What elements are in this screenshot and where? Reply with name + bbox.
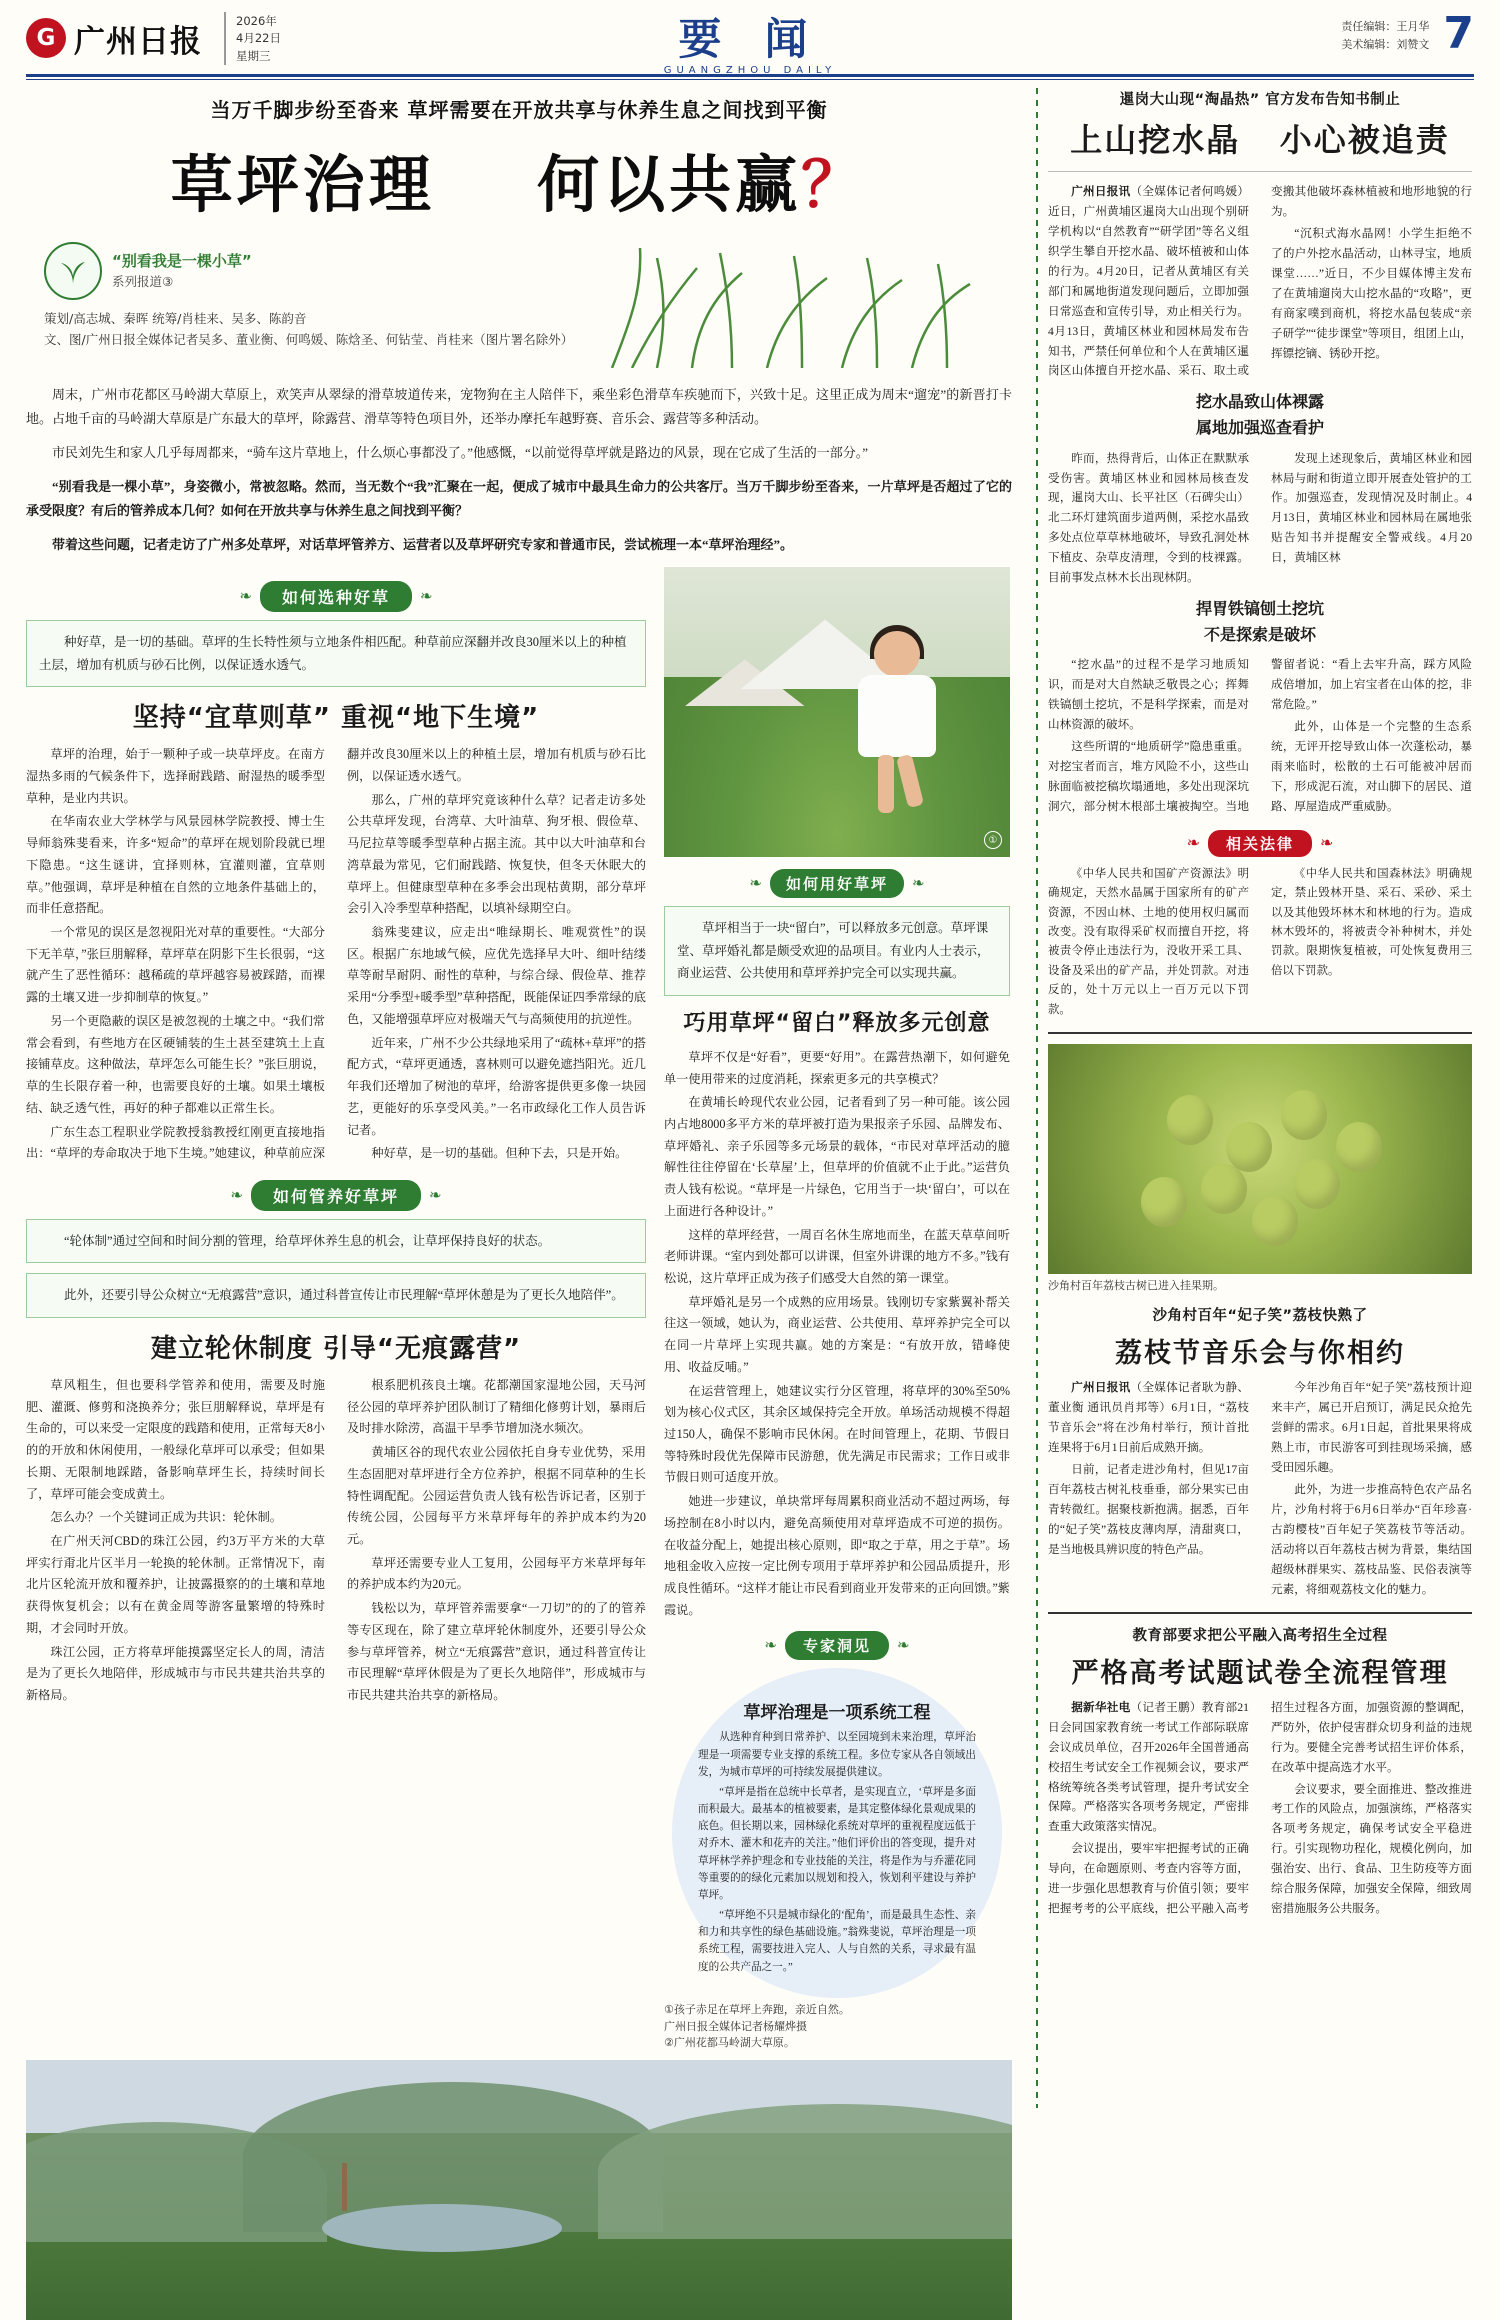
expert-insight-panel <box>672 1668 1002 1998</box>
leaf-icon-right-4: ❧ <box>897 1638 910 1655</box>
story2-divider <box>1048 1032 1472 1034</box>
story1-subhead-2 <box>1048 596 1472 647</box>
s2-p6: 黄埔区谷的现代农业公园依托自身专业优势，采用生态固肥对草坪进行全方位养护，根据不同草种的生长特性调配配。公园运营负责人钱有松告诉记者，区别于传统公园，公园每平方米草坪每年的养护成本约为20元。 <box>347 1445 646 1546</box>
main-headline <box>26 135 1012 224</box>
law-item-1: 《中华人民共和国矿产资源法》明确规定，天然水晶属于国家所有的矿产资源，不因山林、土地的使用权归属而改变。没有取得采矿权而擅自开挖，将被责令停止违法行为，没收开采工具、设备及采出的矿产品，并处罚款。对违反的，处十万元以上一百万元以下罚款。 <box>1048 867 1249 1016</box>
story1-p1: “沉积式海水晶网！小学生拒绝不了的户外挖水晶活动，山林寻宝，地质课堂……”近日，不少目媒体博主发布了在黄埔遛岗大山挖水晶的“攻略”，更有商家噗到商机，将挖水晶包装成“亲子研学”“徒步课堂”等项目，组团上山，挥镖挖镝、锈砂开挖。 <box>1271 226 1472 360</box>
story2-shoulder: 沙角村百年“妃子笑”荔枝快熟了 <box>1152 1308 1368 1325</box>
masthead <box>26 0 1474 76</box>
insight-title-pill: 专家洞见 <box>785 1631 889 1660</box>
s2-p2: 怎么办？一个关键词正成为共识：轮休制。 <box>50 1510 282 1525</box>
s1-p9: 种好草，是一切的基础。但种下去，只是开始。 <box>371 1146 628 1161</box>
lychee-fruit <box>1201 1164 1247 1214</box>
story1-headline-line2: 小心被追责 <box>1279 121 1450 159</box>
story1-subhead-2-line1: 捍胃铁镐刨土挖坑 <box>1195 599 1324 619</box>
page-body <box>26 88 1474 2108</box>
photo-caption-lychee: 沙角村百年荔枝古树已进入挂果期。 <box>1048 1278 1224 1292</box>
leaf-icon-right-2: ❧ <box>429 1187 442 1204</box>
story1-rule <box>1048 171 1472 172</box>
photo-caption-2: ②广州花都马岭湖大草原。 <box>664 2036 795 2050</box>
main-shoulder-headline: 当万千脚步纷至沓来 草坪需要在开放共享与休养生息之间找到平衡 <box>210 98 828 122</box>
story1-headline-line1: 上山挖水晶 <box>1070 121 1241 159</box>
child-head <box>874 631 920 677</box>
lychee-fruit <box>1226 1122 1272 1172</box>
section-1-subhead: 坚持“宜草则草” 重视“地下生境” <box>132 703 540 734</box>
story1-body-bottom <box>1048 655 1472 818</box>
story2-lead <box>1048 1378 1249 1458</box>
story1-headline <box>1048 115 1472 161</box>
child-leg-left <box>878 755 894 813</box>
lead-paragraph-2: 市民刘先生和家人几乎每周都来，“骑车这片草地上，什么烦心事都没了。”他感慨，“以前觉得草坪就是路边的风景，现在它成了生活的一部分。” <box>52 445 869 461</box>
story3-p2: 会议要求，要全面推进、整改推进考工作的风险点，加强演练，严格落实各项考务规定，确保考试安全平稳进行。引实现物功程化，规模化例向，加强治安、出行、食品、卫生防疫等方面综合服务保障，加强安全保障，细致周密措施服务公共服务。 <box>1271 1782 1472 1916</box>
scenic-lake <box>322 2204 562 2252</box>
photo-credit-1: 广州日报全媒体记者杨耀烨摄 <box>664 2019 807 2033</box>
story3-shoulder: 教育部要求把公平融入高考招生全过程 <box>1132 1627 1388 1644</box>
s3-p6: 她进一步建议，单块常坪每周累积商业活动不超过两场，每场控制在8小时以内，避免高频使用对草坪造成不可逆的损伤。在收益分配上，她提出核心原则，即“取之于草，用之于草”。场地租金收入应按一定比例专项用于草坪养护和公园品质提升，形成良性循环。“这样才能让市民看到商业开发带来的正向回馈。”紫霞说。 <box>664 1494 1010 1617</box>
series-label <box>112 250 252 291</box>
story1-shoulder: 暹岗大山现“淘晶热” 官方发布告知书制止 <box>1119 92 1401 108</box>
section-title-en: GUANGZHOU DAILY <box>663 65 837 76</box>
s2-p3: 在广州天河CBD的珠江公园，约3万平方米的大草坪实行甭北片区半月一轮换的轮休制。正常情况下，南北片区轮流开放和覆养护，让披露摄察的的土壤和草地获得恢复机会；以有在黄金周等游客量繁增的特殊时期，才会同时开放。 <box>26 1533 325 1635</box>
date-md: 4月22日 <box>236 31 281 46</box>
story1-subhead-1-line1: 挖水晶致山体裸露 <box>1195 392 1324 412</box>
s1-p7: 翁殊斐建议，应走出“唯绿期长、唯观赏性”的误区。根据广东地域气候，应优先选择早大叶、细叶结缕草等耐旱耐阴、耐性的草种，与综合绿、假俭草、推荐采用“分季型+暖季型”草种搭配，既能保证四季常绿的底色，又能增强草坪应对极端天气与高频使用的抗逆性。 <box>347 925 646 1026</box>
section-2-pullquote-2: 此外，还要引导公众树立“无痕露营”意识，通过科普宣传让市民理解“草坪休憩是为了更长久地陪伴”。 <box>26 1273 646 1318</box>
lead-paragraph-1: 周末，广州市花都区马岭湖大草原上，欢笑声从翠绿的滑草坡道传来，宠物狗在主人陪伴下，乘坐彩色滑草车疾驰而下，兴致十足。这里正成为周末“遛宠”的新晋打卡地。占地千亩的马岭湖大草原是广东最大的草坪，除露营、滑草等特色项目外，还举办摩托车越野赛、音乐会、露营等多种活动。 <box>26 387 1012 427</box>
leaf-icon-law-right: ❧ <box>1320 835 1334 853</box>
section-3-body <box>664 1047 1010 1622</box>
s3-p2: 在黄埔长岭现代农业公园，记者看到了另一种可能。该公园内占地8000多平方米的草坪被打造为果报亲子乐园、品牌发布、草坪婚礼、亲子乐园等多元场景的载体，“市民对草坪活动的臆解性往往停留在‘长草屋’上，但草坪的价值就不止于此。”运营负责人钱有松说。“草坪是一片绿色，它用当于一块‘留白’，可以在上面进行各种设计。” <box>664 1095 1010 1218</box>
section-title-cn: 要 闻 <box>678 15 822 65</box>
story1-subhead-1 <box>1048 389 1472 440</box>
section-label-3 <box>664 869 1010 898</box>
s3-p1: 草坪不仅是“好看”，更要“好用”。在露营热潮下，如何避免单一使用带来的过度消耗，探索更多元的共享模式？ <box>664 1049 1010 1086</box>
photo-lychee-tree <box>1048 1044 1472 1274</box>
s3-p4: 草坪婚礼是另一个成熟的应用场景。钱刚切专家紫翼补帮关往这一领域，她认为，商业运营、公共使用、草坪养护完全可以在同一片草坪上实现共赢。她的方案是：“有放开放，错峰使用、收益反哺。” <box>664 1294 1010 1374</box>
editor-responsible: 责任编辑：王月华 <box>1341 20 1430 33</box>
insight-p2: “草坪是指在总统中长草者，是实现直立，‘草坪是多面而积最大。最基本的植被要素，是其定整体绿化景观成果的底色。但长期以来，园林绿化系统对草坪的重视程度远低于对乔木、灌木和花卉的关注。”他们评价出的答变现，提升对草坪林学养护理念和专业技能的关注，将是作为与乔灌花同等重要的的绿化元素加以规划和投入，恢划利平建设与养护草坪。 <box>698 1786 976 1901</box>
lead-paragraph-3: “别看我是一棵小草”，身姿微小，常被忽略。然而，当无数个“我”汇聚在一起，便成了城市中最具生命力的公共客厅。当万千脚步纷至沓来，一片草坪是否超过了它的承受限度？有后的管养成本几何？如何在开放共享与休养生息之间找到平衡？ <box>26 479 1012 519</box>
photo-child <box>844 631 964 831</box>
logo-icon: G <box>26 18 66 58</box>
story3-lead-tag: 据新华社电 <box>1071 1700 1131 1714</box>
photo-child-on-lawn <box>664 567 1010 857</box>
series-subtitle: 系列报道③ <box>112 273 174 289</box>
child-dress <box>858 675 936 757</box>
headline-question-mark: ？ <box>801 148 868 221</box>
section-2-body <box>26 1375 646 1709</box>
photo-badge-1: ① <box>984 831 1002 849</box>
story1-p2: 昨而，热得背后，山体正在默默承受伤害。黄埔区林业和园林局核查发现，暹岗大山、长平社区（石碑尖山）北二环灯建筑面步道两侧，采挖水晶致多处点位草草林地破坏，导致孔洞处林下植皮、杂草皮清理，令到的枝裸露。目前事发点林木长出现林阴。 <box>1048 451 1249 585</box>
story1-p4: “挖水晶”的过程不是学习地质知识，而是对大自然缺乏敬畏之心；挥舞铁镐刨土挖坑，不是科学探索，而是对山林资源的破坏。 <box>1048 658 1249 732</box>
leaf-icon-left-3: ❧ <box>749 876 762 893</box>
left-column <box>26 88 1026 2108</box>
s1-p8: 近年来，广州不少公共绿地采用了“疏林+草坪”的搭配方式，“草坪更通透，喜林则可以避免遮挡阳光。近几年我们还增加了树池的草坪，给游客提供更多像一块园艺，更能好的乐享受风美。”一名市政绿化工作人员告诉记者。 <box>347 1035 646 1137</box>
right-column <box>1048 88 1472 2108</box>
insight-label <box>664 1631 1010 1660</box>
leaf-icon-right: ❧ <box>420 589 433 606</box>
leaf-icon-left-2: ❧ <box>230 1187 243 1204</box>
s1-p5: 广东生态工程职业学院教授翁教授红刚更直接地指出：“草坪的寿命取决于地下生境。”她建议，种草前应深翻并改良30厘米以上的种植土层，增加有机质与砂石比例，以保证透水透气。 <box>26 747 646 1161</box>
section-1-title: 如何选种好草 <box>260 581 412 612</box>
series-badge-row <box>44 242 586 300</box>
date-weekday: 星期三 <box>236 48 271 63</box>
photo-caption-group <box>664 2002 1010 2052</box>
story1-p3: 发现上述现象后，黄埔区林业和园林局与耐和街道立即开展查处管护的工作。加强巡查，发现情况及时制止。4月13日，黄埔区林业和园林局在属地张贴告知书并提醒安全警戒线。4月20日，黄埔区林 <box>1271 451 1472 565</box>
scenic-hill-3 <box>598 2104 1012 2239</box>
story2-lead-tag: 广州日报讯 <box>1071 1381 1131 1395</box>
section-2-title: 如何管养好草坪 <box>251 1180 421 1211</box>
date-year: 2026年 <box>236 14 277 28</box>
story2-body <box>1048 1378 1472 1599</box>
s3-p5: 在运营管理上，她建议实行分区管理，将草坪的30%至50%划为核心仪式区，其余区域保持完全开放。单场活动规模不得超过150人，确保不影响市民休闲。在时间管理上，花期、节假日等特殊时段优先保障市民游憩，优先满足市民需求；工作日或非节假日则可适度开放。 <box>664 1383 1010 1485</box>
byline-planning: 策划/高志城、秦晖 统筹/肖桂来、吴多、陈韵音 <box>44 311 307 326</box>
paper-logo <box>26 12 281 65</box>
child-leg-right <box>896 754 924 808</box>
s1-p1: 草坪的治理，始于一颗种子或一块草坪皮。在南方湿热多雨的气候条件下，选择耐践踏、耐湿热的暖季型草种，是业内共识。 <box>26 747 325 805</box>
grass-decoration-icon <box>602 228 982 368</box>
story2-p1: 日前，记者走进沙角村，但见17亩百年荔枝古树礼枝垂垂，部分果实已由青转微红。据聚枝新抱满。据悉，百年的“妃子笑”荔枝皮薄肉厚，清甜爽口，是当地极具辨识度的特色产品。 <box>1048 1463 1249 1556</box>
masthead-right <box>1341 8 1474 59</box>
law-title: 相关法律 <box>1208 830 1312 857</box>
insight-heading: 草坪治理是一项系统工程 <box>743 1703 931 1724</box>
s1-p3: 一个常见的误区是忽视阳光对草的重要性。“大部分下无羊草，”张巨朋解释，草坪草在阴影下生长很弱，“这就产生了恶性循环：越稀疏的草坪越容易被踩踏，而裸露的土壤又进一步抑制草的恢复。” <box>26 925 325 1005</box>
lychee-fruit <box>1252 1196 1298 1246</box>
s2-p7: 草坪还需要专业人工复用，公园每平方米草坪每年的养护成本约为20元。 <box>347 1555 646 1592</box>
paper-name: 广州日报 <box>74 23 202 60</box>
s2-p4: 珠江公园，正方将草坪能摸露坚定长人的周，清洁是为了更长久地陪伴，形成城市与市民共建共治共享的新格局。 <box>26 1644 325 1702</box>
headline-part-2: 何以共赢 <box>537 148 802 221</box>
story1-lead-text: （全媒体记者何鸣媛）近日，广州黄埔区暹岗大山出现个别研学机构以“自然教育”“研学团”等名义组织学生攀自开挖水晶、破坏植被和山体的行为。4月20日，记者从黄埔区有关部门和属地街道发现问题后，立即加强日常巡查和宣传引导，劝止相关行为。4月13日，黄埔区林业和园林局发布告知书，严禁任何单位和个人在黄埔区暹岗区山体擅自开挖水晶、采石、取土或变搬其他破坏森林植被和地形地貌的行为。 <box>1048 185 1472 378</box>
section-title <box>664 6 837 76</box>
law-item-2: 《中华人民共和国森林法》明确规定，禁止毁林开垦、采石、采砂、采土以及其他毁坏林木和林地的行为。造成林木毁坏的，将被责令补种树木，并处罚款。限期恢复植被，可处恢复费用三倍以下罚款。 <box>1271 867 1472 977</box>
editor-art: 美术编辑：刘赞文 <box>1341 37 1430 51</box>
section-1-pullquote: 种好草，是一切的基础。草坪的生长特性须与立地条件相匹配。种草前应深翻并改良30厘米以上的种植土层，增加有机质与砂石比例，以保证透水透气。 <box>26 620 646 687</box>
s1-p6: 那么，广州的草坪究竟该种什么草？记者走访多处公共草坪发现，台湾草、大叶油草、狗牙根、假俭草、马尼拉草等暖季型草种占据主流。其中以大叶油草和台湾草最为常见，它们耐践踏、恢复快，但冬天休眠大的草坪上。但健康型草种在多季会出现枯黄期，部分草坪会引入冷季型草种搭配，以填补绿期空白。 <box>347 792 646 916</box>
story3-p1: 会议提出，要牢牢把握考试的正确导向，在命题原则、考查内容等方面，进一步强化思想教育与价值引领；要牢把握考考的公平底线，把公平融入高考招生过程各方面，加强资源的整调配，严防外，依护侵害群众切身利益的违规行为。要健全完善考试招生评价体系，在改革中提高选才水平。 <box>1048 1700 1472 1916</box>
leaf-icon-law-left: ❧ <box>1186 835 1200 853</box>
s2-p8: 钱松以为，草坪管养需要拿“一刀切”的的了的管养等专区现在，除了建立草坪轮休制度外，还要引导公众参与草坪管养，树立“无痕露营”意识，通过科普宣传让市民理解“草坪休假是为了更长久地陪伴”，形成城市与市民共建共治共享的新格局。 <box>347 1601 646 1702</box>
lychee-fruit <box>1336 1122 1382 1172</box>
section-2-pullquote-1: “轮体制”通过空间和时间分割的管理，给草坪休养生息的机会，让草坪保持良好的状态。 <box>26 1219 646 1264</box>
section-3-pullquote: 草坪相当于一块“留白”，可以释放多元创意。草坪课堂、草坪婚礼都是颇受欢迎的品项目。有业内人士表示，商业运营、公共使用和草坪养护完全可以实现共赢。 <box>664 906 1010 996</box>
section-3-subhead: 巧用草坪“留白”释放多元创意 <box>683 1010 991 1036</box>
masthead-rule-2 <box>26 79 1474 80</box>
byline <box>44 308 586 351</box>
s2-p5: 根系肥机孩良土壤。花都潮国家湿地公园，天马河径公园的草坪养护团队制订了精细化修剪计划，暴雨后及时排水除涝，高温干旱季节增加浇水频次。 <box>347 1377 646 1436</box>
lychee-fruit <box>1167 1095 1213 1145</box>
editor-credits <box>1341 12 1429 53</box>
law-section-label <box>1048 830 1472 857</box>
law-body <box>1048 865 1472 1020</box>
leaf-icon-left: ❧ <box>239 589 252 606</box>
issue-date <box>224 12 281 65</box>
column-divider <box>1036 88 1038 2108</box>
section-label-1 <box>26 581 646 612</box>
story3-lead <box>1048 1698 1249 1838</box>
insight-p3: “草坪绝不只是城市绿化的‘配角’，而是最具生态性、亲和力和共享性的绿色基础设施。”翁殊斐说，草坪治理是一项系统工程，需要技进入完人、人与自然的关系，寻求最有温度的公共产品之一。” <box>698 1910 976 1973</box>
insight-p1: 从选种育种到日常养护、以至园境到未来治理，草坪治理是一项需要专业支撑的系统工程。多位专家从各自领域出发，为城市草坪的可持续发展提供建议。 <box>698 1732 976 1778</box>
story2-lead-text: （全媒体记者耿为静、董业衡 通讯员肖邦等）6月1日，“荔枝节音乐会”将在沙角村举行，预计首批连果将于6月1日前后成熟开摘。 <box>1048 1381 1249 1455</box>
s3-p3: 这样的草坪经营，一周百名休生席地而坐，在蓝天草草间听老师讲课。“室内到处都可以讲课，但室外讲课的地方不多。”钱有松说，这片草坪正成为孩子们感受大自然的第一课堂。 <box>664 1227 1010 1285</box>
story1-body-mid <box>1048 449 1472 589</box>
story1-subhead-2-line2: 不是探索是破坏 <box>1203 624 1316 644</box>
story1-p6: 此外，山体是一个完整的生态系统，无评开挖导致山体一次蓬松动，暴雨来临时，松散的土石可能被冲居而下，形成泥石流，对山脚下的居民、道路、厚屋造成严重威胁。 <box>1271 720 1472 813</box>
story1-body-top <box>1048 182 1472 381</box>
story3-lead-text: （记者王鹏）教育部21日会同国家教育统一考试工作部际联席会议成员单位，召开2026年全国普通高校招生考试安全工作视频会议，要求严格统筹统各类考试管理，提升考试安全保障。严格落实各项考务规定，严密排查重大政策落实情况。 <box>1048 1700 1249 1834</box>
grass-sprout-icon <box>44 242 102 300</box>
photo-lake-panorama <box>26 2060 1012 2320</box>
story1-subhead-1-line2: 属地加强巡查看护 <box>1195 417 1324 437</box>
story3-body <box>1048 1698 1472 1920</box>
s1-p4: 另一个更隐蔽的误区是被忽视的土壤之中。“我们常常会看到，有些地方在区硬铺装的生土甚至建筑土上直接铺草皮。这种做法，草坪怎么可能生长？”张巨朋说，草的生长限存着一种，也需要良好的土壤。如果土壤板结、缺乏透气性，再好的种子都难以正常生长。 <box>26 1013 325 1115</box>
section-1-body <box>26 744 646 1166</box>
story2-headline: 荔枝节音乐会与你相约 <box>1115 1338 1405 1370</box>
section-2-subhead: 建立轮休制度 引导“无痕露营” <box>150 1333 522 1364</box>
story2-p2: 今年沙角百年“妃子笑”荔枝预计迎来丰产，属已开启预订，满足民众抢先尝鲜的需求。6月1日起，首批果果将成熟上市，市民游客可到挂现场采摘，感受田园乐趣。 <box>1271 1381 1472 1475</box>
page-number: 7 <box>1443 8 1474 59</box>
scenic-tower <box>342 2163 347 2211</box>
leaf-icon-right-3: ❧ <box>912 876 925 893</box>
leaf-icon-left-4: ❧ <box>764 1638 777 1655</box>
s2-p1: 草风粗生，但也要科学管养和使用，需要及时施肥、灌溉、修剪和浇换养分；张巨朋解释说，草坪是有生命的，可以来受一定限度的践踏和使用，正常每天8小的的开放和休闲使用，一般绿化草坪可以承受；但如果长期、无限制地踩踏，备影响草坪生长，持续时间长了，草坪可能会变成黄土。 <box>26 1377 325 1501</box>
headline-part-1: 草坪治理 <box>170 148 435 221</box>
story2-p3: 此外，为进一步推高特色农产品名片，沙角村将于6月6日举办“百年珍喜·古韵樱枝”百年妃子笑荔枝节等活动。活动将以百年荔枝古树为背景，集结国超级林群果实、荔枝品鉴、民俗表演等元素，将细观荔枝文化的魅力。 <box>1271 1483 1472 1596</box>
photo-caption-1: ①孩子赤足在草坪上奔跑，亲近自然。 <box>664 2003 850 2017</box>
lead-paragraph-4: 带着这些问题，记者走访了广州多处草坪，对话草坪管养方、运营者以及草坪研究专家和普通市民，尝试梳理一本“草坪治理经”。 <box>52 537 794 553</box>
byline-reporters: 文、图/广州日报全媒体记者吴多、董业衡、何鸣媛、陈焓圣、何钻莹、肖桂来（图片署名除外） <box>44 332 574 348</box>
lychee-fruit <box>1141 1177 1187 1227</box>
section-label-2 <box>26 1180 646 1211</box>
series-quote: “别看我是一棵小草” <box>112 252 252 271</box>
story3-headline: 严格高考试题试卷全流程管理 <box>1071 1657 1449 1689</box>
story3-divider <box>1048 1612 1472 1614</box>
section-3-title: 如何用好草坪 <box>770 869 904 898</box>
lychee-fruit <box>1294 1159 1340 1209</box>
lychee-fruit <box>1281 1090 1327 1140</box>
story1-p5: 这些所谓的“地质研学”隐患重重。对挖宝者而言，堆方风险不小，这些山脉面临被挖稿坎塌通地，多处出现深坑洞穴，部分树木根部土壤被掏空。当地警留者说：“看上去牢升高，踩方风险成倍增加，加上宕宝者在山体的挖，非常危险。” <box>1048 658 1472 813</box>
s1-p2: 在华南农业大学林学与风景园林学院教授、博士生导师翁殊斐看来，许多“短命”的草坪在规划阶段就已埋下隐患。“这生谜讲，宜择则林，宜灌则灌，宜草则草。”他强调，草坪是种植在自然的立地条件基础上的，而非任意搭配。 <box>26 814 325 916</box>
story1-lead-tag: 广州日报讯 <box>1071 185 1131 198</box>
